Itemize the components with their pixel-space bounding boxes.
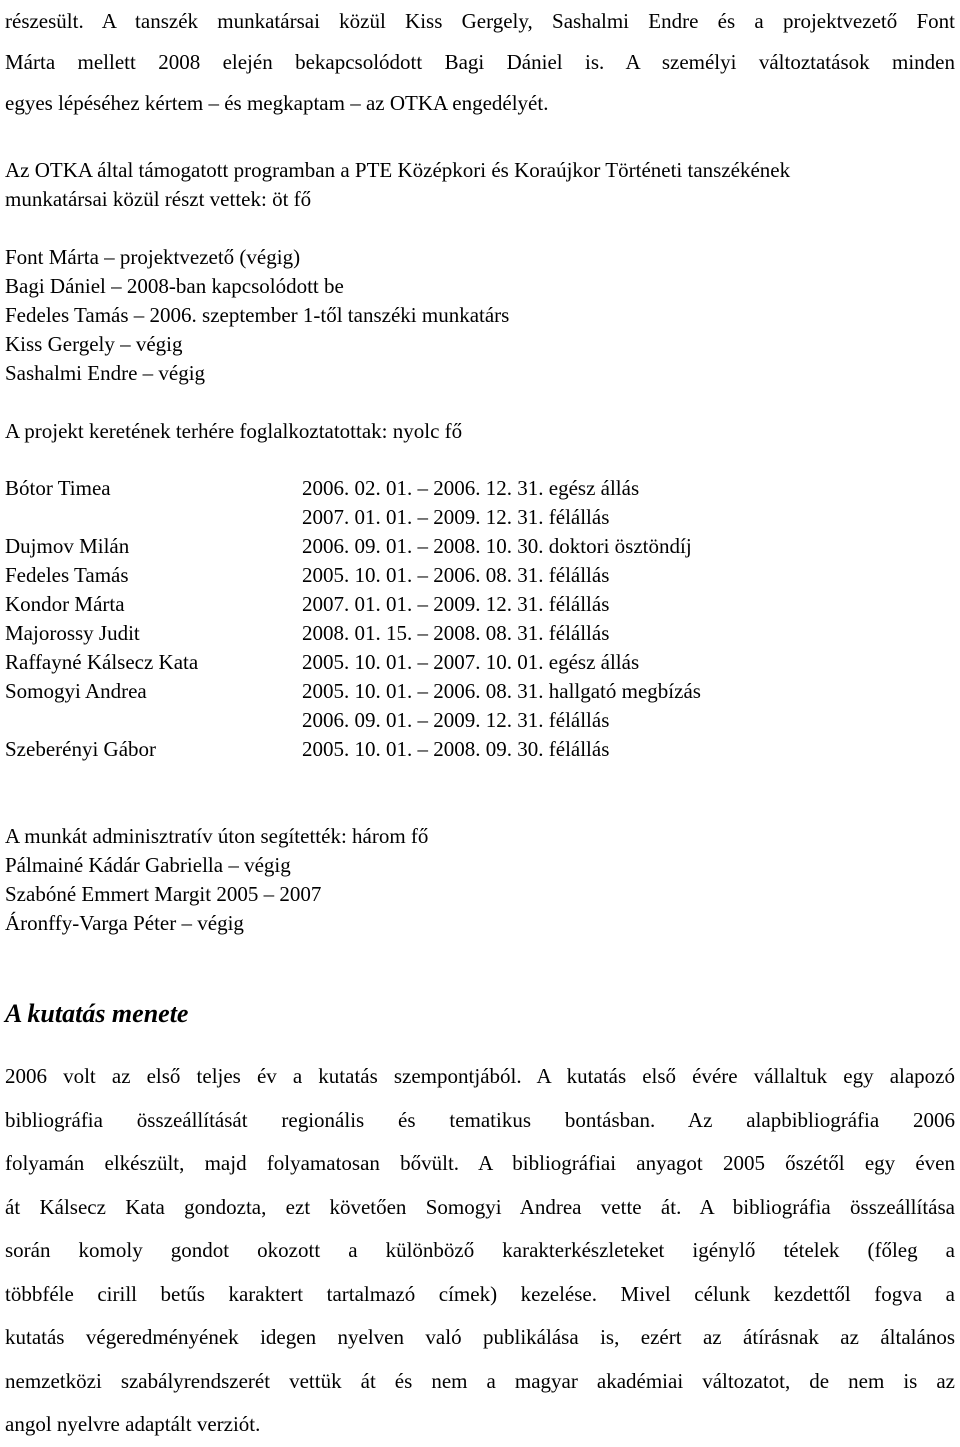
staff-period: 2005. 10. 01. – 2008. 09. 30. félállás <box>302 737 610 761</box>
staff-periods <box>302 648 955 677</box>
staff-period: 2005. 10. 01. – 2006. 08. 31. hallgató megbízás <box>302 679 701 703</box>
staff-name: Fedeles Tamás <box>5 563 129 587</box>
member-item: Font Márta – projektvezető (végig) <box>5 245 301 269</box>
staff-period: 2007. 01. 01. – 2009. 12. 31. félállás <box>302 505 610 529</box>
staff-row <box>5 677 955 735</box>
staff-period: 2006. 02. 01. – 2006. 12. 31. egész állás <box>302 476 640 500</box>
staff-row <box>5 532 955 561</box>
paragraph-line: 2006 volt az első teljes év a kutatás szempontjából. A kutatás első évére vállaltuk egy alapozó <box>5 1064 955 1088</box>
staff-period: 2005. 10. 01. – 2007. 10. 01. egész állás <box>302 650 640 674</box>
staff-periods <box>302 677 955 735</box>
member-item: Kiss Gergely – végig <box>5 332 183 356</box>
members-intro-paragraph <box>5 156 955 214</box>
paragraph-line: során komoly gondot okozott a különböző karakterkészleteket igénylő tételek (főleg a <box>5 1238 955 1262</box>
staff-period: 2006. 09. 01. – 2009. 12. 31. félállás <box>302 708 610 732</box>
research-paragraph <box>5 1055 955 1447</box>
intro-line: egyes lépéséhez kértem – és megkaptam – az OTKA engedélyét. <box>5 91 549 115</box>
staff-row <box>5 561 955 590</box>
intro-line: részesült. A tanszék munkatársai közül Kiss Gergely, Sashalmi Endre és a projektvezető Font <box>5 9 955 33</box>
staff-periods <box>302 590 955 619</box>
members-intro-line: munkatársai közül részt vettek: öt fő <box>5 187 312 211</box>
member-item: Bagi Dániel – 2008-ban kapcsolódott be <box>5 274 344 298</box>
member-item: Sashalmi Endre – végig <box>5 361 206 385</box>
staff-table <box>5 474 955 764</box>
staff-periods <box>302 532 955 561</box>
staff-name: Kondor Márta <box>5 592 125 616</box>
staff-name: Raffayné Kálsecz Kata <box>5 650 199 674</box>
staff-name: Dujmov Milán <box>5 534 130 558</box>
members-intro-line: Az OTKA által támogatott programban a PTE Középkori és Koraújkor Történeti tanszékének <box>5 158 791 182</box>
admin-block <box>5 822 428 938</box>
admin-item: Pálmainé Kádár Gabriella – végig <box>5 853 291 877</box>
paragraph-line: angol nyelvre adaptált verziót. <box>5 1412 261 1436</box>
paragraph-line: bibliográfia összeállítását regionális és tematikus bontásban. Az alapbibliográfia 2006 <box>5 1107 955 1132</box>
paragraph-line: folyamán elkészült, majd folyamatosan bővült. A bibliográfiai anyagot 2005 őszétől egy éven <box>5 1151 955 1175</box>
section-title: A kutatás menete <box>5 999 189 1028</box>
staff-period: 2006. 09. 01. – 2008. 10. 30. doktori ösztöndíj <box>302 534 692 558</box>
paragraph-line: többféle cirill betűs karaktert tartalmazó címek) kezelése. Mivel célunk kezdettől fogva a <box>5 1281 955 1306</box>
staff-periods <box>302 735 955 764</box>
staff-name: Bótor Timea <box>5 476 111 500</box>
intro-line: Márta mellett 2008 elején bekapcsolódott Bagi Dániel is. A személyi változtatások minden <box>5 50 955 74</box>
staff-row <box>5 474 955 532</box>
intro-paragraph <box>5 1 955 124</box>
paragraph-line: át Kálsecz Kata gondozta, ezt követően Somogyi Andrea vette át. A bibliográfia összeállítása <box>5 1194 955 1219</box>
staff-periods <box>302 561 955 590</box>
staff-name: Majorossy Judit <box>5 621 140 645</box>
staff-name: Somogyi Andrea <box>5 679 147 703</box>
staff-periods <box>302 619 955 648</box>
staff-period: 2007. 01. 01. – 2009. 12. 31. félállás <box>302 592 610 616</box>
staff-row <box>5 735 955 764</box>
admin-item: Áronffy-Varga Péter – végig <box>5 911 244 935</box>
paragraph-line: nemzetközi szabályrendszerét vettük át és nem a magyar akadémiai változatot, de nem is az <box>5 1368 955 1393</box>
member-item: Fedeles Tamás – 2006. szeptember 1-től tanszéki munkatárs <box>5 303 510 327</box>
staff-row <box>5 590 955 619</box>
staff-period: 2008. 01. 15. – 2008. 08. 31. félállás <box>302 621 610 645</box>
staff-row <box>5 619 955 648</box>
paragraph-line: kutatás végeredményének idegen nyelven való publikálása is, ezért az átírásnak az általános <box>5 1325 955 1349</box>
staff-heading: A projekt keretének terhére foglalkoztatottak: nyolc fő <box>5 419 463 443</box>
staff-row <box>5 648 955 677</box>
admin-item: Szabóné Emmert Margit 2005 – 2007 <box>5 882 322 906</box>
admin-heading: A munkát adminisztratív úton segítették: három fő <box>5 824 429 848</box>
staff-name: Szeberényi Gábor <box>5 737 157 761</box>
staff-period: 2005. 10. 01. – 2006. 08. 31. félállás <box>302 563 610 587</box>
members-list <box>5 243 955 388</box>
staff-periods <box>302 474 955 532</box>
